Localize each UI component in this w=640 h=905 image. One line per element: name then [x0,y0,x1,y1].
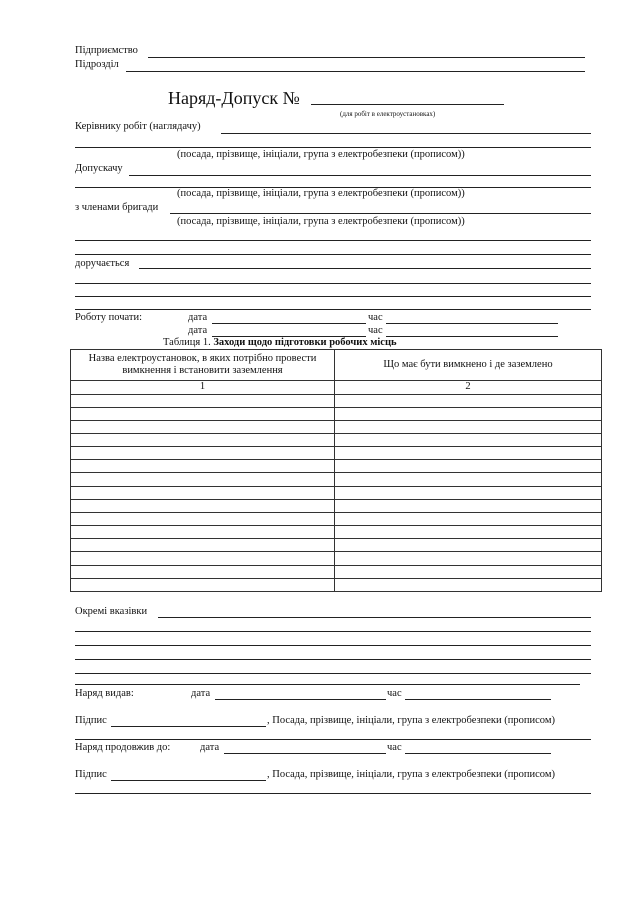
column-header-installations: Назва електроустановок, в яких потрібно провести вимкнення і встановити заземлення [71,350,335,381]
table-caption [163,337,397,349]
extended-date-label: дата [200,742,220,753]
table-cell-installation[interactable] [71,526,335,539]
notes-field-line-3[interactable] [75,645,591,646]
supervisor-position-hint: (посада, прізвище, ініціали, група з електробезпеки (прописом)) [177,149,465,160]
table-row [71,552,602,565]
table-row [71,578,602,591]
table-cell-installation[interactable] [71,539,335,552]
supervisor-field-line-2[interactable] [75,147,591,148]
extended-time-label: час [387,742,402,753]
signature-2-field-line-2[interactable] [75,793,591,794]
table-cell-disconnection[interactable] [335,394,602,407]
column-number-2: 2 [335,381,602,394]
table-cell-installation[interactable] [71,407,335,420]
table-row [71,539,602,552]
table-cell-disconnection[interactable] [335,407,602,420]
brigade-position-hint: (посада, прізвище, ініціали, група з електробезпеки (прописом)) [177,216,465,227]
start-label: Роботу почати: [75,312,142,323]
start-date-label-2: дата [188,325,208,336]
notes-field-line-5[interactable] [75,673,591,674]
table-cell-disconnection[interactable] [335,486,602,499]
table-cell-disconnection[interactable] [335,420,602,433]
notes-label: Окремі вказівки [75,606,148,617]
table-cell-disconnection[interactable] [335,526,602,539]
table-cell-installation[interactable] [71,394,335,407]
table-row [71,565,602,578]
admitter-label: Допускачу [75,163,123,174]
permit-number-field[interactable] [311,104,504,105]
table-cell-installation[interactable] [71,552,335,565]
notes-field-line-6[interactable] [75,684,580,685]
table-cell-disconnection[interactable] [335,512,602,525]
table-cell-disconnection[interactable] [335,447,602,460]
brigade-field[interactable] [170,213,591,214]
enterprise-label: Підприємство [75,45,138,56]
brigade-field-line-2[interactable] [75,240,591,241]
table-cell-installation[interactable] [71,486,335,499]
table-row [71,420,602,433]
table-row [71,473,602,486]
extended-label: Наряд продовжив до: [75,742,171,753]
table-row [71,447,602,460]
table-cell-installation[interactable] [71,473,335,486]
table-row [71,407,602,420]
supervisor-label: Керівнику робіт (наглядачу) [75,121,201,132]
notes-field-line-2[interactable] [75,631,591,632]
table-cell-disconnection[interactable] [335,539,602,552]
document-title: Наряд-Допуск № [168,88,300,108]
signature-1-hint: , Посада, прізвище, ініціали, група з електробезпеки (прописом) [267,715,555,726]
table-row [71,499,602,512]
extended-date-field[interactable] [224,753,386,754]
enterprise-field[interactable] [148,57,585,58]
document-subtitle: (для робіт в електроустановках) [340,110,436,118]
assignment-field-line-4[interactable] [75,309,591,310]
brigade-label: з членами бригади [75,202,159,213]
start-time-field-2[interactable] [386,336,558,337]
table-row [71,486,602,499]
signature-1-label: Підпис [75,715,107,726]
division-label: Підрозділ [75,59,119,70]
assignment-label: доручається [75,258,130,269]
issued-date-field[interactable] [215,699,386,700]
division-field[interactable] [126,71,585,72]
start-time-field[interactable] [386,323,558,324]
table-cell-installation[interactable] [71,460,335,473]
assignment-field-line-3[interactable] [75,296,591,297]
admitter-position-hint: (посада, прізвище, ініціали, група з електробезпеки (прописом)) [177,188,465,199]
notes-field[interactable] [158,617,591,618]
table-cell-installation[interactable] [71,434,335,447]
start-time-label: час [368,312,383,323]
signature-2-label: Підпис [75,769,107,780]
brigade-field-line-3[interactable] [75,254,591,255]
table-row [71,434,602,447]
issued-time-label: час [387,688,402,699]
issued-time-field[interactable] [405,699,551,700]
table-row [71,512,602,525]
column-header-disconnection: Що має бути вимкнено і де заземлено [335,350,602,381]
table-cell-installation[interactable] [71,565,335,578]
column-number-1: 1 [71,381,335,394]
table-caption-prefix: Таблиця 1. [163,337,211,348]
start-time-label-2: час [368,325,383,336]
issued-date-label: дата [191,688,211,699]
table-cell-disconnection[interactable] [335,460,602,473]
signature-1-field[interactable] [111,726,266,727]
start-date-field[interactable] [212,323,366,324]
table-cell-disconnection[interactable] [335,499,602,512]
assignment-field[interactable] [139,268,591,269]
table-cell-installation[interactable] [71,499,335,512]
table-row [71,526,602,539]
table-cell-disconnection[interactable] [335,565,602,578]
table-cell-disconnection[interactable] [335,473,602,486]
workplace-preparation-table [70,349,602,592]
start-date-label: дата [188,312,208,323]
table-row [71,394,602,407]
table-cell-disconnection[interactable] [335,578,602,591]
supervisor-field[interactable] [221,133,591,134]
table-caption-title: Заходи щодо підготовки робочих місць [213,337,397,348]
signature-1-field-line-2[interactable] [75,739,591,740]
table-body [71,394,602,591]
issued-label: Наряд видав: [75,688,134,699]
table-cell-installation[interactable] [71,512,335,525]
table-row [71,460,602,473]
extended-time-field[interactable] [405,753,551,754]
table-cell-installation[interactable] [71,578,335,591]
table-cell-disconnection[interactable] [335,434,602,447]
admitter-field[interactable] [129,175,591,176]
signature-2-hint: , Посада, прізвище, ініціали, група з електробезпеки (прописом) [267,769,555,780]
table-cell-disconnection[interactable] [335,552,602,565]
assignment-field-line-2[interactable] [75,283,591,284]
table-cell-installation[interactable] [71,420,335,433]
notes-field-line-4[interactable] [75,659,591,660]
table-cell-installation[interactable] [71,447,335,460]
signature-2-field[interactable] [111,780,266,781]
